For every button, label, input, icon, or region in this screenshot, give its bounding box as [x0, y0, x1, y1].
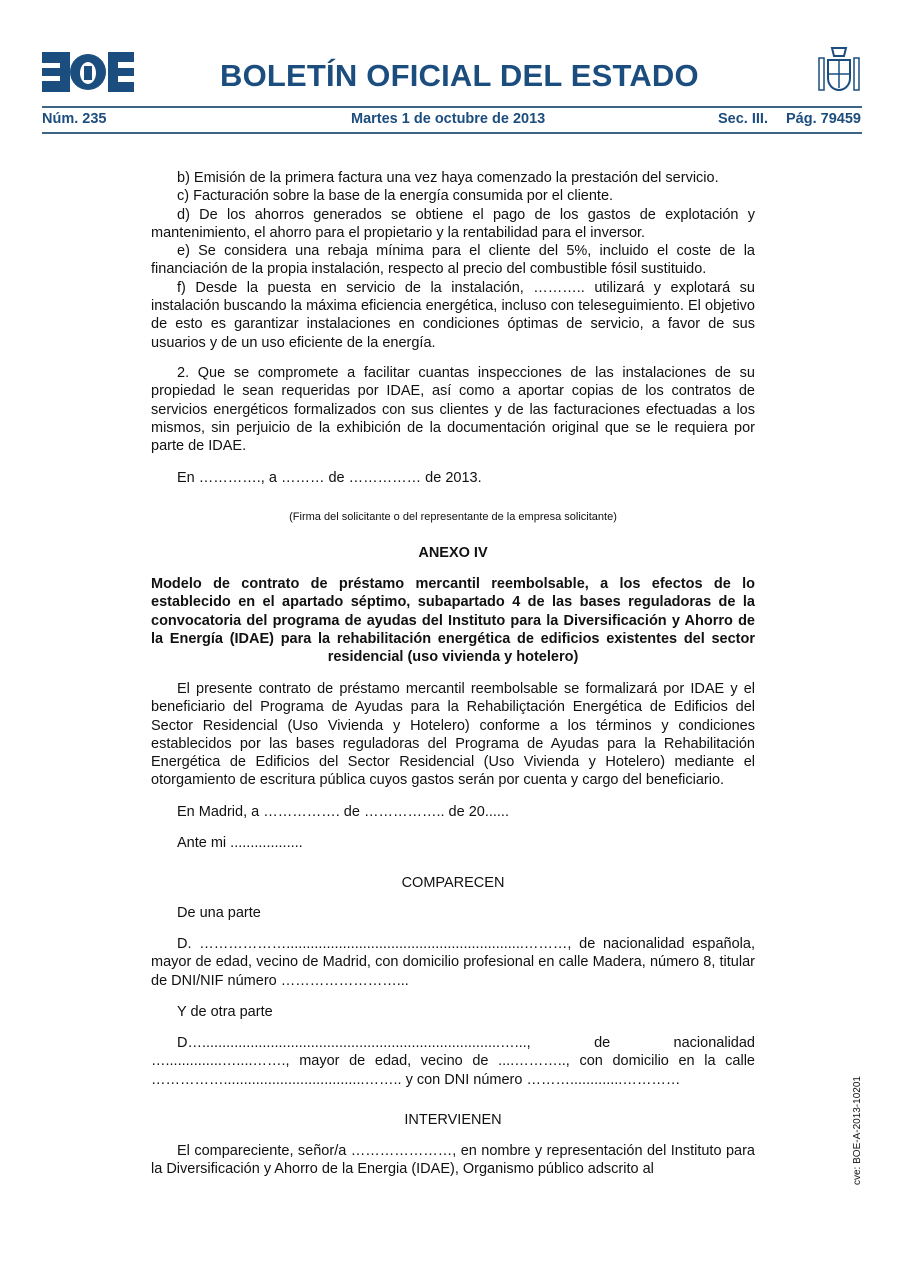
intervienen-heading: INTERVIENEN	[404, 1112, 502, 1128]
coat-of-arms-icon	[816, 44, 862, 96]
list-item: c) Facturación sobre la base de la energía consumida por el cliente.	[177, 188, 614, 205]
party-1-paragraph: D. ………………...........................................................………, de nacionalidad española, mayor de edad, vecino de Madrid, con domicilio profesional en calle Madera, número 8, titular de DNI/NIF número ……………………...	[151, 936, 755, 989]
place-date-line: En …………., a ……… de …………… de 2013.	[177, 470, 482, 486]
issue-number: Núm. 235	[42, 111, 107, 127]
signature-note: (Firma del solicitante o del representante de la empresa solicitante)	[289, 511, 617, 523]
comparecen-heading: COMPARECEN	[401, 875, 505, 891]
list-item: d) De los ahorros generados se obtiene el pago de los gastos de explotación y mantenimiento, el ahorro para el propietario y la rentabilidad para el inversor.	[151, 206, 755, 241]
intro-paragraph: El presente contrato de préstamo mercantil reembolsable se formalizará por IDAE y el beneficiario del Programa de Ayudas para la Rehabiliçtación Energética de Edificios del Sector Residencial (Uso Vivienda y Hotelero) conforme a los términos y condiciones establecidos por las bases reguladoras del Programa de Ayudas para la Rehabilitación Energética de Edificios del Sector Residencial (Uso Vivienda y Hotelero) mediante el otorgamiento de escritura pública cuyos gastos serán por cuenta y cargo del beneficiario.	[151, 681, 755, 789]
list-items	[151, 169, 755, 352]
list-item: b) Emisión de la primera factura una vez haya comenzado la prestación del servicio.	[177, 170, 719, 186]
otra-parte-label: Y de otra parte	[177, 1004, 273, 1020]
issue-date: Martes 1 de octubre de 2013	[351, 111, 546, 127]
una-parte-label: De una parte	[177, 905, 261, 921]
page-number: Pág. 79459	[786, 111, 861, 127]
compareciente-paragraph: El compareciente, señor/a …………………, en nombre y representación del Instituto para la Diversificación y Ahorro de la Energia (IDAE), Organismo público adscrito al	[151, 1143, 755, 1178]
cve-code: cve: BOE-A-2013-10201	[852, 1076, 863, 1185]
list-item: f) Desde la puesta en servicio de la instalación, ……….. utilizará y explotará su instalación buscando la máxima eficiencia energética, incluso con teleseguimiento. El objetivo de esto es garantizar instalaciones en condiciones óptimas de servicio, a favor de sus usuarios y de un uso eficiente de la energía.	[151, 279, 755, 351]
bulletin-title: BOLETÍN OFICIAL DEL ESTADO	[220, 58, 699, 93]
header-rule	[42, 106, 862, 108]
header-rule-bottom	[42, 132, 862, 134]
list-item: e) Se considera una rebaja mínima para el cliente del 5%, incluido el coste de la financiación de la propia instalación, respecto al precio del combustible fósil sustituido.	[151, 243, 755, 278]
annex-title: Modelo de contrato de préstamo mercantil reembolsable, a los efectos de lo establecido en el apartado séptimo, subapartado 4 de las bases reguladoras de la convocatoria del programa de ayudas del Instituto para la Diversificación y Ahorro de la Energía (IDAE) para la rehabilitación energética de edificios existentes del sector residencial (uso vivienda y hotelero)	[151, 576, 755, 666]
section-label: Sec. III.	[718, 111, 768, 127]
ante-mi-line: Ante mi ..................	[177, 835, 303, 851]
party-2-paragraph: D…..........................................................................…..., de nacionalidad …..............…....……., mayor de edad, vecino de ....……….., con domicilio en la calle ……………...................................…….. y con DNI número ……….............…………	[151, 1035, 755, 1088]
madrid-date-line: En Madrid, a ……………. de …………….. de 20......	[177, 804, 509, 820]
annex-heading: ANEXO IV	[418, 545, 488, 561]
boe-logo	[42, 52, 134, 92]
paragraph-point-2: 2. Que se compromete a facilitar cuantas inspecciones de las instalaciones de su propiedad le sean requeridas por IDAE, así como a aportar copias de los contratos de servicios energéticos formalizados con sus clientes y de las facturaciones efectuadas a los mismos, sin perjuicio de la exhibición de la documentación original que se le requiera por parte de IDAE.	[151, 365, 755, 455]
